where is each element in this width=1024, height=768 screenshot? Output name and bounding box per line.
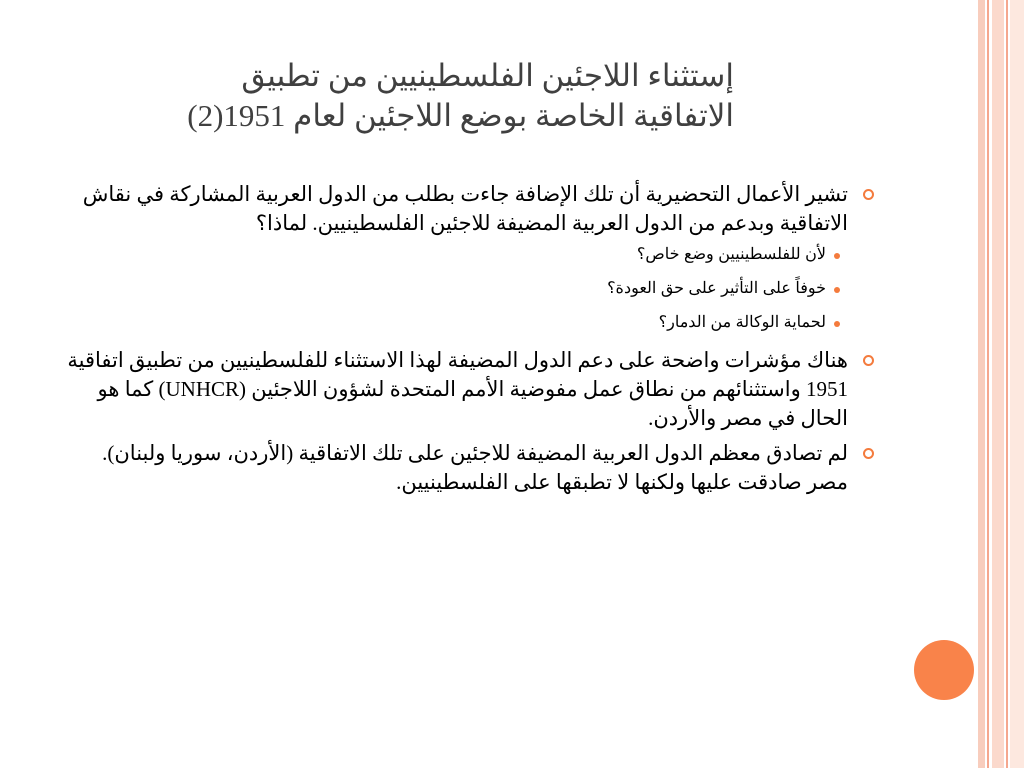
slide-title	[60, 56, 734, 136]
decorative-circle	[914, 640, 974, 700]
sub-bullet-text: لحماية الوكالة من الدمار؟	[658, 314, 826, 331]
decorative-stripe	[1010, 0, 1024, 768]
slide-body	[60, 180, 878, 503]
bullet-ring-icon	[863, 448, 874, 459]
bullet-text: هناك مؤشرات واضحة على دعم الدول المضيفة لهذا الاستثناء للفلسطينيين من تطبيق اتفاقية 1951 واستثنائهم من نطاق عمل مفوضية الأمم المتحدة لشؤون اللاجئين (UNHCR) كما هو الحال في مصر والأردن.	[67, 348, 848, 430]
decorative-stripe	[1006, 0, 1008, 768]
bullet-text: تشير الأعمال التحضيرية أن تلك الإضافة جاءت بطلب من الدول العربية المشاركة في نقاش الاتفاقية وبدعم من الدول العربية المضيفة للاجئين الفلسطينيين. لماذا؟	[82, 182, 848, 235]
title-line-2: الاتفاقية الخاصة بوضع اللاجئين لعام 1951(2)	[187, 98, 734, 133]
sub-bullet-item	[60, 244, 878, 266]
bullet-item	[60, 439, 878, 497]
bullet-item	[60, 346, 878, 433]
bullet-item	[60, 180, 878, 238]
bullet-ring-icon	[863, 189, 874, 200]
decorative-stripe	[978, 0, 985, 768]
sub-bullet-text: لأن للفلسطينيين وضع خاص؟	[636, 246, 826, 263]
bullet-ring-icon	[863, 355, 874, 366]
bullet-dot-icon	[834, 287, 840, 293]
title-line-1: إستثناء اللاجئين الفلسطينيين من تطبيق	[241, 58, 734, 93]
bullet-text: لم تصادق معظم الدول العربية المضيفة للاجئين على تلك الاتفاقية (الأردن، سوريا ولبنان). مصر صادقت عليها ولكنها لا تطبقها على الفلسطينيين.	[102, 441, 848, 494]
bullet-dot-icon	[834, 321, 840, 327]
decorative-stripe	[992, 0, 1004, 768]
decorative-stripe	[987, 0, 989, 768]
sub-bullet-item	[60, 278, 878, 300]
sub-bullet-text: خوفاً على التأثير على حق العودة؟	[607, 280, 826, 297]
sub-bullet-item	[60, 312, 878, 334]
bullet-dot-icon	[834, 253, 840, 259]
